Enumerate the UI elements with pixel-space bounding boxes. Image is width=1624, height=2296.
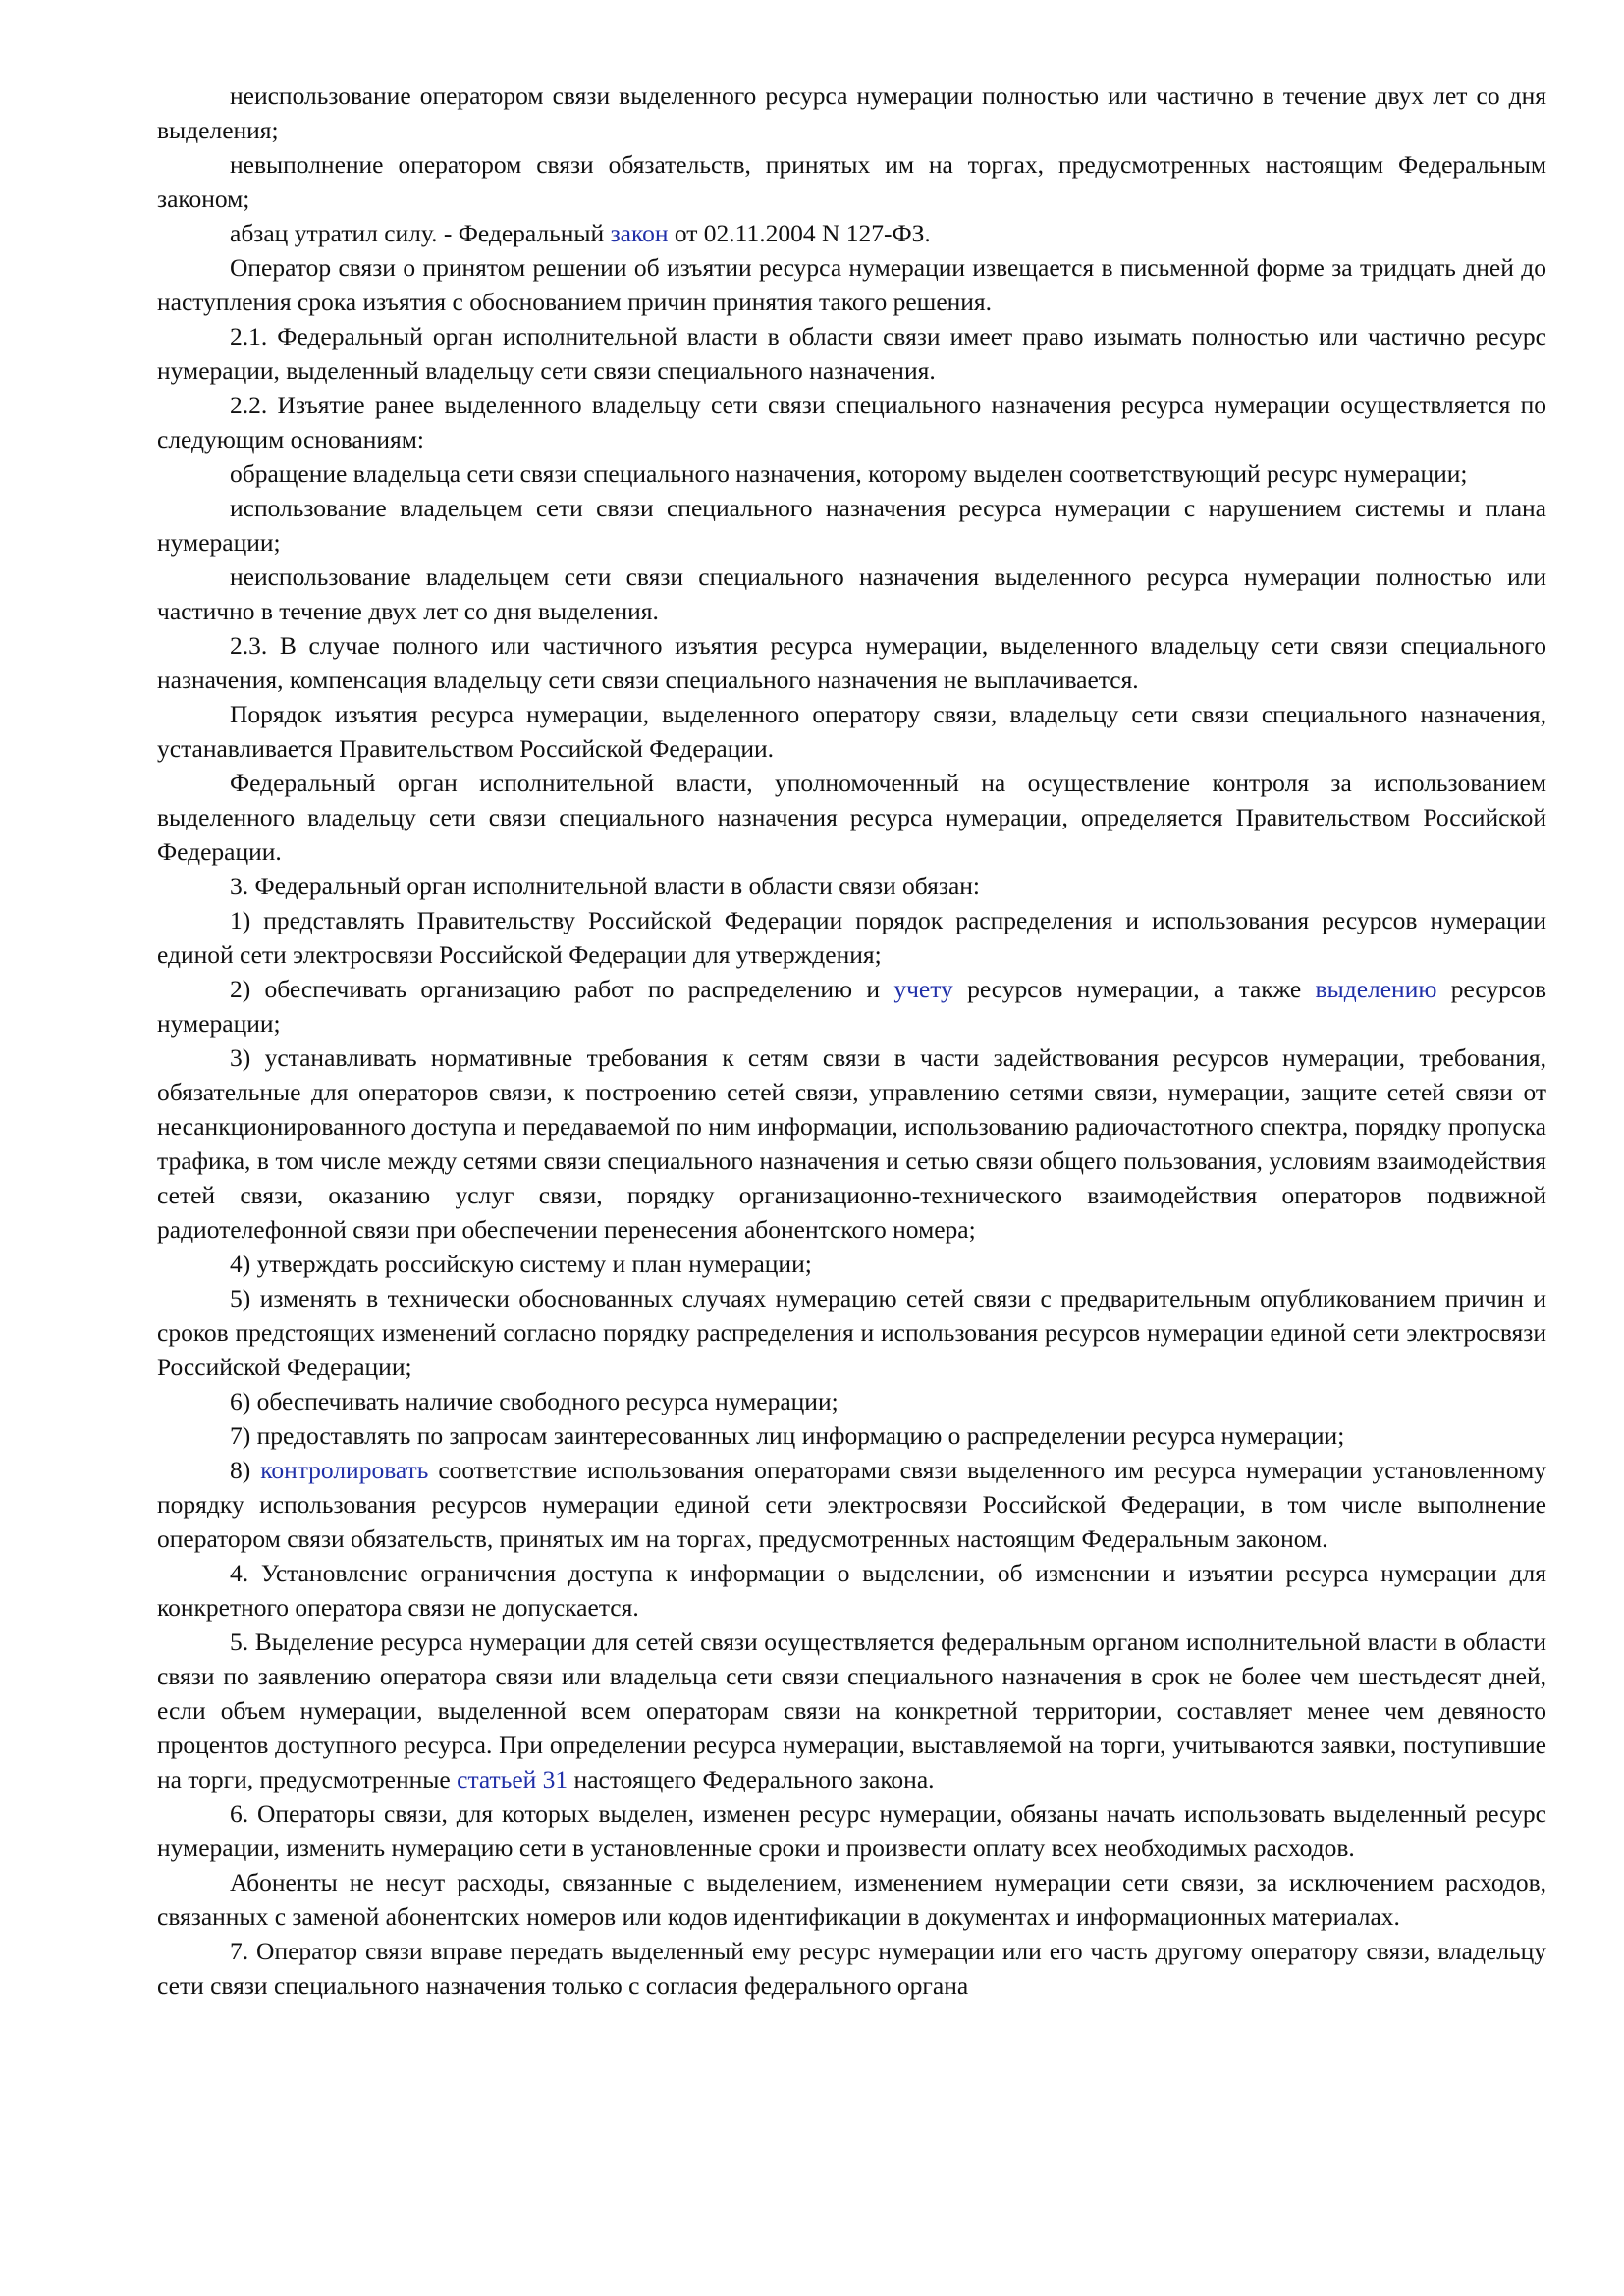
paragraph-text: ресурсов нумерации; bbox=[157, 975, 1546, 1038]
paragraph: Оператор связи о принятом решении об изъятии ресурса нумерации извещается в письменной форме за тридцать дней до наступления срока изъятия с обоснованием причин принятия такого решения. bbox=[157, 253, 1546, 316]
law-link[interactable]: закон bbox=[610, 219, 669, 247]
paragraph bbox=[157, 972, 1546, 1041]
paragraph: неиспользование оператором связи выделенного ресурса нумерации полностью или частично в течение двух лет со дня выделения; bbox=[157, 81, 1546, 144]
paragraph-text: 2) обеспечивать организацию работ по распределению и bbox=[230, 975, 894, 1003]
paragraph bbox=[157, 1625, 1546, 1796]
paragraph-text: от 02.11.2004 N 127-ФЗ. bbox=[668, 219, 931, 247]
paragraph: 4. Установление ограничения доступа к информации о выделении, об изменении и изъятии ресурса нумерации для конкретного оператора связи не допускается. bbox=[157, 1559, 1546, 1622]
paragraph: Федеральный орган исполнительной власти, уполномоченный на осуществление контроля за использованием выделенного владельцу сети связи специального назначения ресурса нумерации, определяется Правительством Российской Федерации. bbox=[157, 769, 1546, 866]
paragraph-text: соответствие использования операторами связи выделенного им ресурса нумерации установленному порядку использования ресурсов нумерации единой сети электросвязи Российской Федерации, в том числе выполнение оператором связи обязательств, принятых им на торгах, предусмотренных настоящим Федеральным законом. bbox=[157, 1456, 1546, 1553]
paragraph: 2.2. Изъятие ранее выделенного владельцу сети связи специального назначения ресурса нумерации осуществляется по следующим основаниям: bbox=[157, 391, 1546, 454]
paragraph-text: 5. Выделение ресурса нумерации для сетей связи осуществляется федеральным органом исполнительной власти в области связи по заявлению оператора связи или владельца сети связи специального назначения в срок не более чем шестьдесят дней, если объем нумерации, выделенной всем операторам связи на конкретной территории, составляет менее чем девяносто процентов доступного ресурса. При определении ресурса нумерации, выставляемой на торги, учитываются заявки, поступившие на торги, предусмотренные bbox=[157, 1628, 1546, 1793]
paragraph-text: настоящего Федерального закона. bbox=[568, 1765, 935, 1793]
paragraph bbox=[157, 216, 1546, 250]
paragraph: невыполнение оператором связи обязательств, принятых им на торгах, предусмотренных настоящим Федеральным законом; bbox=[157, 150, 1546, 213]
document-page bbox=[157, 79, 1546, 2002]
paragraph: неиспользование владельцем сети связи специального назначения выделенного ресурса нумерации полностью или частично в течение двух лет со дня выделения. bbox=[157, 562, 1546, 625]
control-link[interactable]: контролировать bbox=[260, 1456, 429, 1484]
paragraph-text: ресурсов нумерации, а также bbox=[952, 975, 1316, 1003]
paragraph: 3) устанавливать нормативные требования к сетям связи в части задействования ресурсов нумерации, требования, обязательные для операторов связи, к построению сетей связи, управлению сетями связи, нумерации, защите сетей связи от несанкционированного доступа и передаваемой по ним информации, использованию радиочастотного спектра, порядку пропуска трафика, в том числе между сетями связи специального назначения и сетью связи общего пользования, условиям взаимодействия сетей связи, оказанию услуг связи, порядку организационно-технического взаимодействия операторов подвижной радиотелефонной связи при обеспечении перенесения абонентского номера; bbox=[157, 1043, 1546, 1244]
paragraph: 3. Федеральный орган исполнительной власти в области связи обязан: bbox=[230, 872, 980, 900]
paragraph: 2.1. Федеральный орган исполнительной власти в области связи имеет право изымать полностью или частично ресурс нумерации, выделенный владельцу сети связи специального назначения. bbox=[157, 322, 1546, 385]
paragraph: Порядок изъятия ресурса нумерации, выделенного оператору связи, владельцу сети связи специального назначения, устанавливается Правительством Российской Федерации. bbox=[157, 700, 1546, 763]
paragraph: 7. Оператор связи вправе передать выделенный ему ресурс нумерации или его часть другому оператору связи, владельцу сети связи специального назначения только с согласия федерального органа bbox=[157, 1937, 1546, 2000]
paragraph: 6) обеспечивать наличие свободного ресурса нумерации; bbox=[230, 1387, 839, 1415]
article-31-link[interactable]: статьей 31 bbox=[457, 1765, 568, 1793]
paragraph: 1) представлять Правительству Российской Федерации порядок распределения и использования ресурсов нумерации единой сети электросвязи Российской Федерации для утверждения; bbox=[157, 906, 1546, 969]
paragraph: 6. Операторы связи, для которых выделен, изменен ресурс нумерации, обязаны начать использовать выделенный ресурс нумерации, изменить нумерацию сети в установленные сроки и произвести оплату всех необходимых расходов. bbox=[157, 1799, 1546, 1862]
paragraph-text: 8) bbox=[230, 1456, 261, 1484]
paragraph: 4) утверждать российскую систему и план нумерации; bbox=[230, 1250, 812, 1278]
accounting-link[interactable]: учету bbox=[893, 975, 953, 1003]
paragraph bbox=[157, 1453, 1546, 1556]
allocation-link[interactable]: выделению bbox=[1315, 975, 1437, 1003]
paragraph: 5) изменять в технически обоснованных случаях нумерацию сетей связи с предварительным опубликованием причин и сроков предстоящих изменений согласно порядку распределения и использования ресурсов нумерации единой сети электросвязи Российской Федерации; bbox=[157, 1284, 1546, 1381]
paragraph-text: абзац утратил силу. - Федеральный bbox=[230, 219, 611, 247]
paragraph: обращение владельца сети связи специального назначения, которому выделен соответствующий ресурс нумерации; bbox=[230, 459, 1468, 488]
paragraph: Абоненты не несут расходы, связанные с выделением, изменением нумерации сети связи, за исключением расходов, связанных с заменой абонентских номеров или кодов идентификации в документах и информационных материалах. bbox=[157, 1868, 1546, 1931]
paragraph: 7) предоставлять по запросам заинтересованных лиц информацию о распределении ресурса нумерации; bbox=[230, 1421, 1345, 1450]
paragraph: 2.3. В случае полного или частичного изъятия ресурса нумерации, выделенного владельцу сети связи специального назначения, компенсация владельцу сети связи специального назначения не выплачивается. bbox=[157, 631, 1546, 694]
paragraph: использование владельцем сети связи специального назначения ресурса нумерации с нарушением системы и плана нумерации; bbox=[157, 494, 1546, 557]
